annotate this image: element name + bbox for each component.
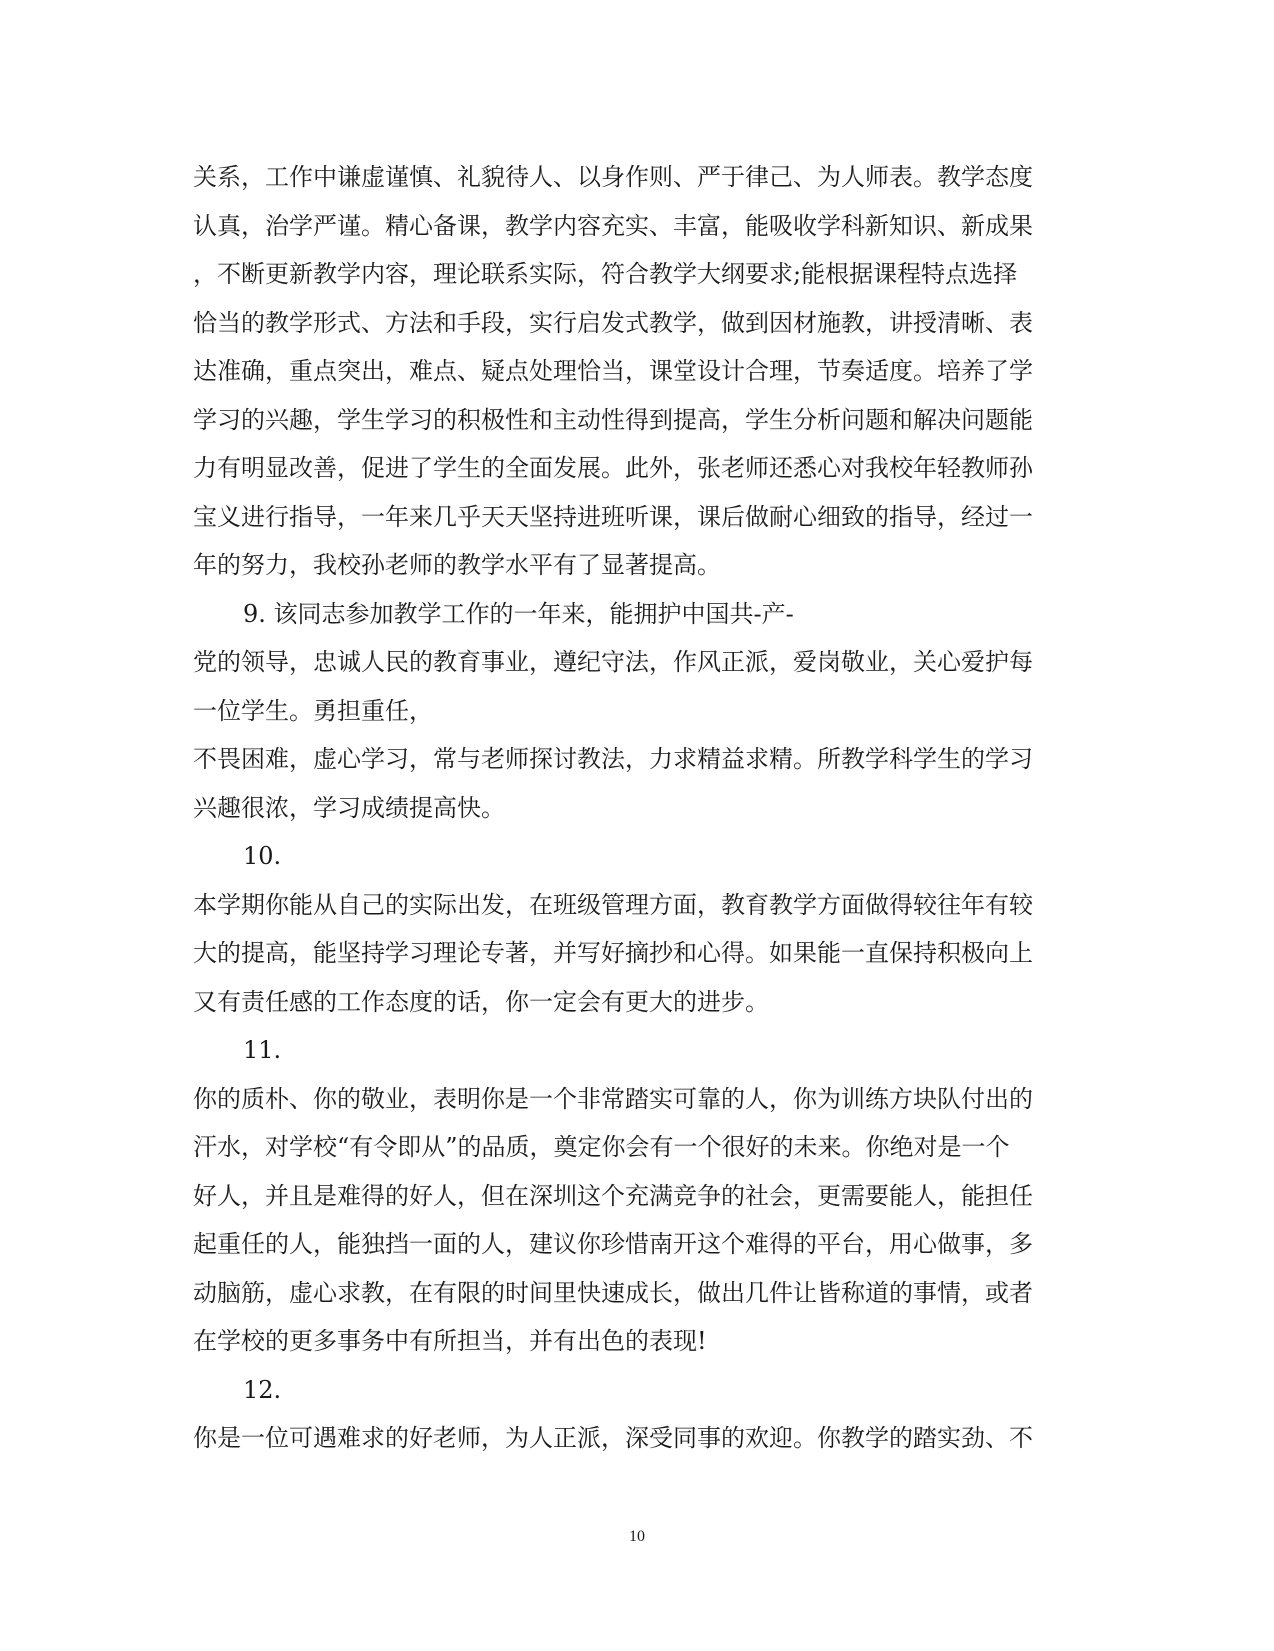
text-line: 12. [243, 1375, 282, 1404]
text-line: 一位学生。勇担重任， [193, 696, 433, 725]
text-line: 11. [243, 1036, 282, 1064]
text-line: 不畏困难，虚心学习，常与老师探讨教法，力求精益求精。所教学科学生的学习 [193, 745, 1033, 773]
text-line: 力有明显改善，促进了学生的全面发展。此外，张老师还悉心对我校年轻教师孙 [193, 454, 1033, 482]
text-line: 你的质朴、你的敬业，表明你是一个非常踏实可靠的人，你为训练方块队付出的 [193, 1084, 1033, 1113]
text-line: 兴趣很浓，学习成绩提高快。 [193, 793, 505, 822]
text-line: 好人，并且是难得的好人，但在深圳这个充满竞争的社会，更需要能人，能担任 [193, 1181, 1033, 1210]
text-line: 认真，治学严谨。精心备课，教学内容充实、丰富，能吸收学科新知识、新成果 [193, 211, 1033, 240]
page-number: 10 [629, 1528, 645, 1545]
text-line: 达准确，重点突出，难点、疑点处理恰当，课堂设计合理，节奏适度。培养了学 [193, 357, 1033, 385]
text-line: 汗水，对学校“有令即从”的品质，奠定你会有一个很好的未来。你绝对是一个 [193, 1133, 1010, 1161]
text-line: 学习的兴趣，学生学习的积极性和主动性得到提高，学生分析问题和解决问题能 [193, 405, 1033, 434]
text-line: 在学校的更多事务中有所担当，并有出色的表现! [193, 1327, 707, 1355]
text-line: 关系，工作中谦虚谨慎、礼貌待人、以身作则、严于律己、为人师表。教学态度 [193, 163, 1033, 191]
text-line: 你是一位可遇难求的好老师，为人正派，深受同事的欢迎。你教学的踏实劲、不 [193, 1424, 1033, 1452]
text-line: 党的领导，忠诚人民的教育事业，遵纪守法，作风正派，爱岗敬业，关心爱护每 [193, 648, 1033, 676]
text-line: 恰当的教学形式、方法和手段，实行启发式教学，做到因材施教，讲授清晰、表 [193, 308, 1033, 337]
text-line: 本学期你能从自己的实际出发，在班级管理方面，教育教学方面做得较往年有较 [193, 890, 1033, 919]
text-line: ，不断更新教学内容，理论联系实际，符合教学大纲要求;能根据课程特点选择 [193, 260, 1018, 288]
text-line: 10. [243, 842, 282, 870]
text-line: 又有责任感的工作态度的话，你一定会有更大的进步。 [193, 987, 769, 1016]
text-line: 9. 该同志参加教学工作的一年来，能拥护中国共-产- [243, 599, 794, 628]
text-line: 动脑筋，虚心求教，在有限的时间里快速成长，做出几件让皆称道的事情，或者 [193, 1278, 1033, 1307]
text-line: 宝义进行指导，一年来几乎天天坚持进班听课，课后做耐心细致的指导，经过一 [193, 502, 1033, 531]
text-line: 起重任的人，能独挡一面的人，建议你珍惜南开这个难得的平台，用心做事，多 [193, 1230, 1033, 1258]
document-body [193, 153, 1073, 1463]
text-line: 大的提高，能坚持学习理论专著，并写好摘抄和心得。如果能一直保持积极向上 [193, 939, 1033, 967]
text-line: 年的努力，我校孙老师的教学水平有了显著提高。 [193, 551, 721, 579]
